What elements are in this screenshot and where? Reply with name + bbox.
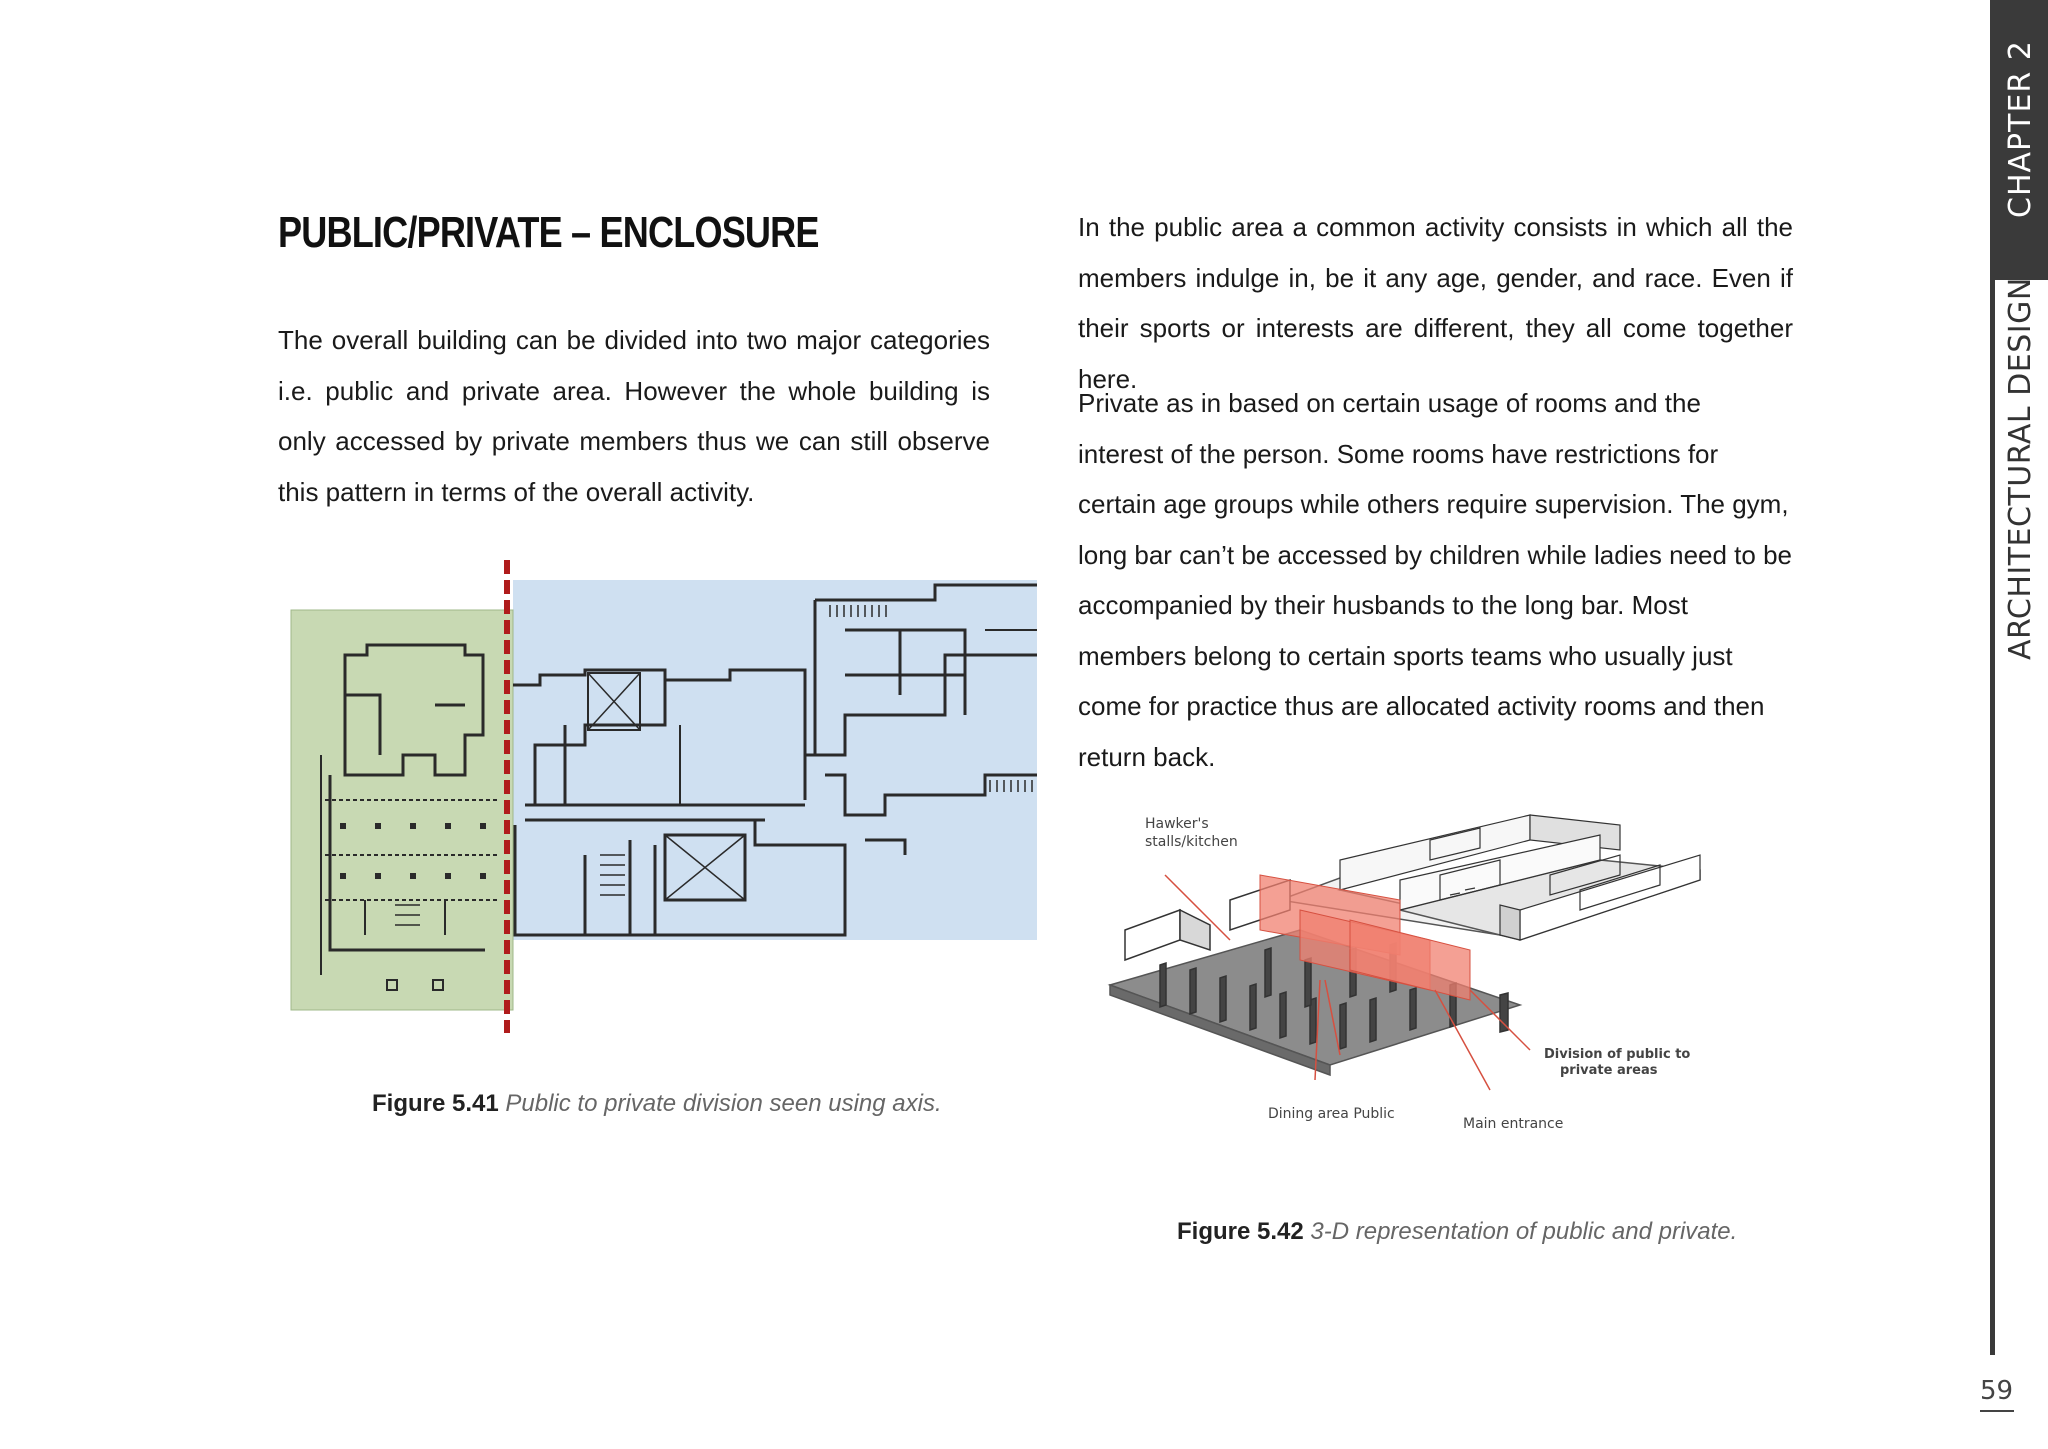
figure-5-41-text: Public to private division seen using axis.	[505, 1090, 942, 1117]
page-number: 59	[1980, 1376, 2014, 1406]
axonometric-figure	[1100, 800, 1720, 1140]
division-label-line-1: Division of public to	[1544, 1047, 1691, 1062]
section-label: ARCHITECTURAL DESIGN	[2003, 277, 2038, 660]
figure-5-42-caption	[1177, 1218, 1737, 1246]
figure-5-41-caption	[372, 1090, 942, 1118]
figure-5-41-label: Figure 5.41	[372, 1090, 499, 1117]
main-entrance-label: Main entrance	[1463, 1116, 1564, 1132]
page-number-underline	[1980, 1410, 2014, 1412]
private-area-paragraph: Private as in based on certain usage of rooms and the interest of the person. Some rooms have restrictions for certain age groups while others require supervision. The gym, long bar can’t be accessed by children while ladies need to be accompanied by their husbands to the long bar. Most members belong to certain sports teams who usually just come for practice thus are allocated activity rooms and then return back.	[1078, 388, 1793, 772]
public-area-paragraph: In the public area a common activity consists in which all the members indulge in, be it any age, gender, and race. Even if their sports or interests are different, they all come together here.	[1078, 212, 1793, 394]
division-label-line-2: private areas	[1560, 1063, 1658, 1078]
figure-5-42-label: Figure 5.42	[1177, 1218, 1304, 1245]
hawkers-label-line-2: stalls/kitchen	[1145, 834, 1238, 850]
intro-paragraph: The overall building can be divided into two major categories i.e. public and private area. However the whole building is only accessed by private members thus we can still observe this pattern in terms of the overall activity.	[278, 325, 990, 507]
dining-area-label: Dining area Public	[1268, 1106, 1395, 1122]
private-area-zone	[513, 580, 1037, 940]
page-title: PUBLIC/PRIVATE – ENCLOSURE	[278, 208, 819, 257]
floor-plan-figure	[285, 555, 1037, 1035]
sidebar-rule	[1990, 280, 1995, 1355]
hawkers-label-line-1: Hawker's	[1145, 816, 1209, 832]
chapter-label: CHAPTER 2	[2003, 40, 2038, 218]
figure-5-42-text: 3-D representation of public and private.	[1310, 1218, 1738, 1245]
